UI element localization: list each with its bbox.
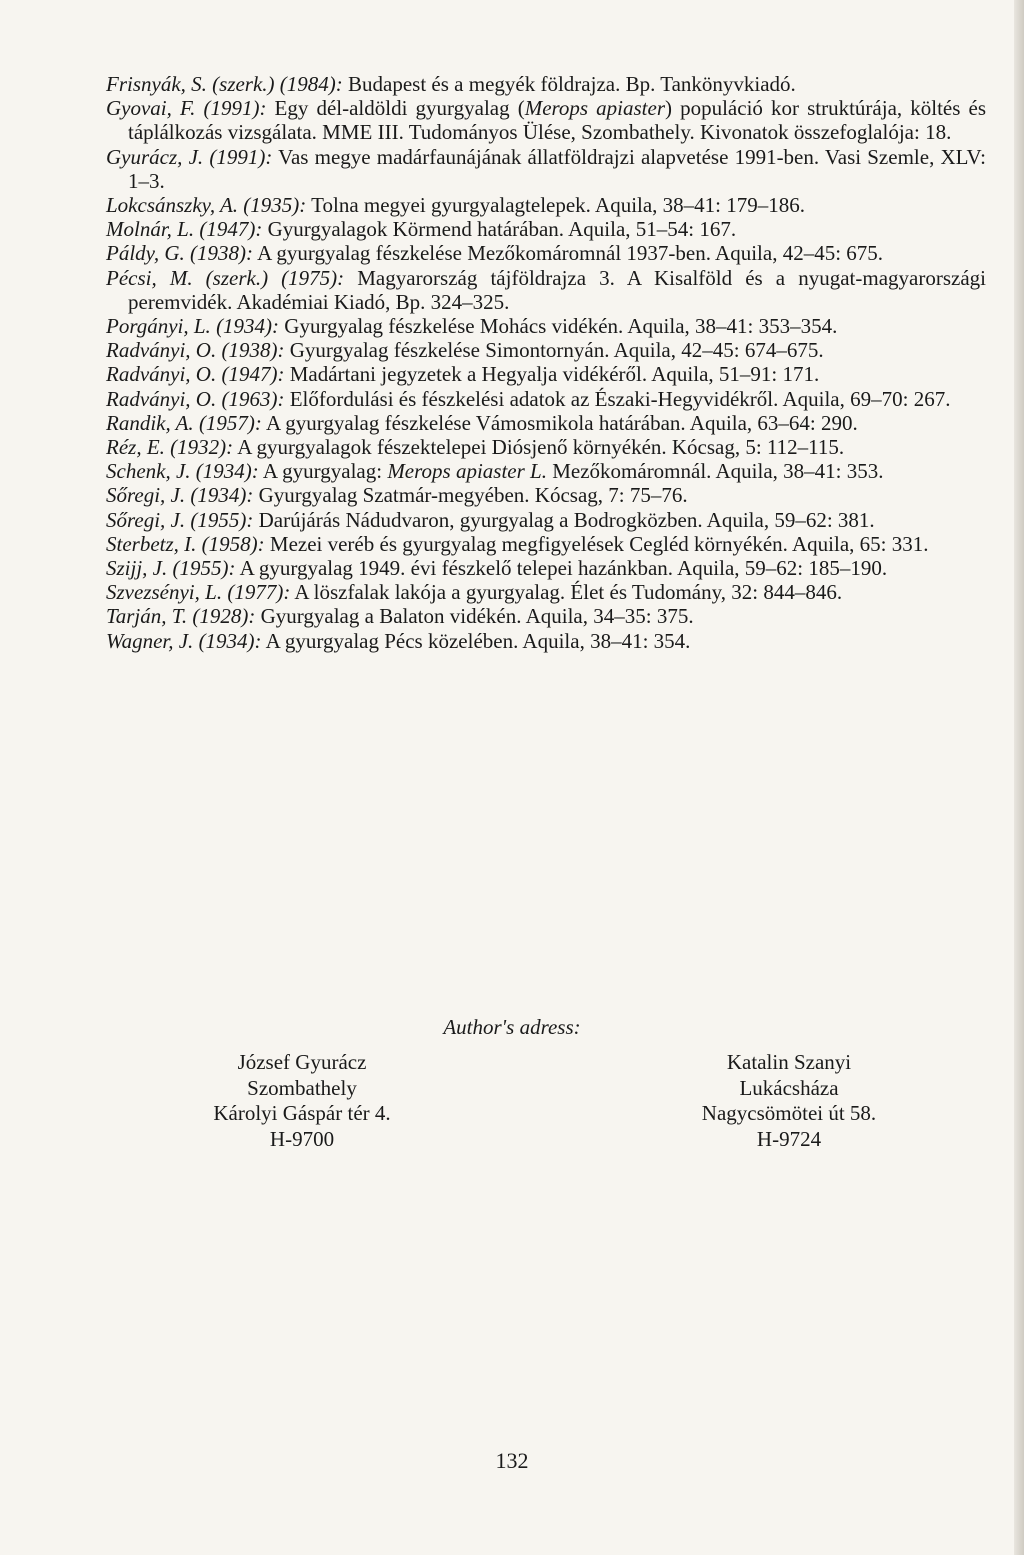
reference-text: Tolna megyei gyurgyalagtelepek. Aquila, 38–41: 179–186.: [306, 193, 806, 218]
reference-entry: [106, 217, 986, 241]
reference-text: Mezőkomáromnál. Aquila, 38–41: 353.: [546, 459, 884, 484]
reference-year: (1955):: [172, 556, 236, 581]
reference-author: Páldy, G.: [106, 241, 190, 266]
reference-text: Előfordulási és fészkelési adatok az Északi-Hegyvidékről. Aquila, 69–70: 267.: [284, 386, 951, 411]
reference-text: A gyurgyalag fészkelése Vámosmikola határában. Aquila, 63–64: 290.: [261, 410, 858, 435]
reference-entry: [106, 387, 986, 411]
reference-entry: [106, 435, 986, 459]
reference-entry: [106, 629, 986, 653]
reference-text: Gyurgyalag Szatmár-megyében. Kócsag, 7: 75–76.: [253, 483, 688, 508]
reference-year: (1991):: [209, 144, 273, 169]
address-line: H-9724: [756, 1126, 822, 1151]
reference-year: (1955):: [190, 507, 254, 532]
reference-author: Wagner, J.: [106, 628, 199, 653]
reference-author: Gyovai, F.: [106, 96, 204, 121]
reference-author: Radványi, O.: [106, 362, 222, 387]
reference-text: Gyurgyalagok Körmend határában. Aquila, 51–54: 167.: [262, 217, 737, 242]
reference-author: Gyurácz, J.: [106, 144, 210, 169]
address-line: Katalin Szanyi: [726, 1050, 852, 1074]
reference-text: A gyurgyalag fészkelése Mezőkomáromnál 1937-ben. Aquila, 42–45: 675.: [252, 241, 884, 266]
address-line: H-9700: [269, 1126, 335, 1151]
reference-entry: [106, 338, 986, 362]
address-line: Szombathely: [247, 1075, 357, 1100]
reference-year: (1932):: [170, 435, 234, 460]
reference-author: Tarján, T.: [106, 604, 193, 629]
reference-year: (1975):: [281, 265, 345, 290]
reference-year: (1958):: [201, 531, 265, 556]
reference-year: (1935):: [243, 193, 307, 218]
reference-year: (1957):: [198, 410, 262, 435]
reference-year: (1938):: [190, 241, 253, 266]
reference-text: Magyarország tájföldrajza 3. A Kisalföld és a nyugat-magyarországi peremvidék. Akadémiai Kiadó, Bp. 324–325.: [128, 265, 986, 314]
reference-entry: [106, 532, 986, 556]
reference-text: Darújárás Nádudvaron, gyurgyalag a Bodrogközben. Aquila, 59–62: 381.: [253, 507, 875, 532]
reference-text: Gyurgyalag a Balaton vidékén. Aquila, 34–35: 375.: [255, 604, 694, 629]
reference-author: Randik, A.: [106, 410, 199, 435]
reference-text: A löszfalak lakója a gyurgyalag. Élet és Tudomány, 32: 844–846.: [290, 580, 843, 605]
reference-author: Frisnyák, S. (szerk.): [106, 72, 280, 96]
reference-text: Mezei veréb és gyurgyalag megfigyelések Cegléd környékén. Aquila, 65: 331.: [264, 531, 929, 556]
reference-author: Radványi, O.: [106, 338, 222, 363]
reference-author: Schenk, J.: [106, 459, 196, 484]
reference-author: Szijj, J.: [106, 556, 173, 581]
address-line: Nagycsömötei út 58.: [701, 1101, 877, 1125]
reference-text: A gyurgyalag 1949. évi fészkelő telepei hazánkban. Aquila, 59–62: 185–190.: [235, 556, 888, 581]
reference-year: (1934):: [195, 459, 259, 484]
reference-author: Sőregi, J.: [106, 483, 191, 508]
reference-species-name: Merops apiaster: [524, 96, 666, 121]
reference-text: A gyurgyalag:: [258, 459, 388, 484]
author-address-2: [639, 1050, 939, 1152]
reference-author: Pécsi, M. (szerk.): [106, 265, 282, 290]
page-edge: [1014, 0, 1024, 1555]
reference-text: ) populáció kor struktúrája, költés és táplálkozás vizsgálata. MME III. Tudományos Ülése, Szombathely. Kivonatok összefoglalója: 18.: [128, 96, 986, 145]
reference-entry: [106, 96, 986, 144]
reference-author: Szvezsényi, L.: [106, 580, 228, 605]
reference-author: Radványi, O.: [106, 386, 222, 411]
reference-year: (1947):: [199, 217, 263, 242]
reference-entry: [106, 556, 986, 580]
reference-author: Molnár, L.: [106, 217, 200, 242]
reference-entry: [106, 145, 986, 193]
reference-entry: [106, 483, 986, 507]
author-address-1: [152, 1050, 452, 1152]
reference-text: Egy dél-aldöldi gyurgyalag (: [266, 96, 525, 121]
reference-entry: [106, 314, 986, 338]
page-number: 132: [495, 1448, 529, 1473]
reference-entry: [106, 362, 986, 386]
reference-author: Réz, E.: [106, 435, 171, 460]
reference-text: Gyurgyalag fészkelése Mohács vidékén. Aquila, 38–41: 353–354.: [279, 314, 838, 339]
reference-year: (1934):: [190, 483, 254, 508]
reference-text: A gyurgyalag Pécs közelében. Aquila, 38–41: 354.: [261, 628, 691, 653]
reference-year: (1938):: [221, 338, 285, 363]
reference-text: Budapest és a megyék földrajza. Bp. Tankönyvkiadó.: [342, 72, 796, 96]
reference-entry: [106, 241, 986, 265]
address-heading: Author's adress:: [443, 1015, 581, 1039]
reference-entry: [106, 604, 986, 628]
reference-year: (1984):: [279, 72, 343, 96]
reference-author: Sterbetz, I.: [106, 531, 202, 556]
reference-entry: [106, 72, 986, 96]
reference-entry: [106, 266, 986, 314]
reference-species-name: Merops apiaster L.: [387, 459, 547, 484]
reference-text: Gyurgyalag fészkelése Simontornyán. Aquila, 42–45: 674–675.: [284, 338, 824, 363]
address-line: Lukácsháza: [739, 1075, 839, 1100]
reference-year: (1934):: [198, 628, 262, 653]
reference-entry: [106, 193, 986, 217]
reference-entry: [106, 508, 986, 532]
reference-text: Vas megye madárfaunájának állatföldrajzi alapvetése 1991-ben. Vasi Szemle, XLV: 1–3.: [128, 144, 986, 193]
reference-year: (1963):: [221, 386, 285, 411]
reference-author: Porgányi, L.: [106, 314, 217, 339]
reference-year: (1928):: [192, 604, 256, 629]
reference-year: (1934):: [216, 314, 280, 339]
reference-entry: [106, 459, 986, 483]
reference-list: [106, 72, 986, 653]
reference-entry: [106, 580, 986, 604]
reference-author: Sőregi, J.: [106, 507, 191, 532]
address-line: Károlyi Gáspár tér 4.: [213, 1101, 391, 1125]
address-line: József Gyurácz: [237, 1050, 367, 1074]
reference-text: A gyurgyalagok fészektelepei Diósjenő környékén. Kócsag, 5: 112–115.: [233, 435, 845, 460]
reference-year: (1977):: [227, 580, 291, 605]
reference-text: Madártani jegyzetek a Hegyalja vidékéről. Aquila, 51–91: 171.: [284, 362, 820, 387]
reference-author: Lokcsánszky, A.: [106, 193, 244, 218]
reference-entry: [106, 411, 986, 435]
reference-year: (1947):: [221, 362, 285, 387]
reference-year: (1991):: [203, 96, 267, 121]
